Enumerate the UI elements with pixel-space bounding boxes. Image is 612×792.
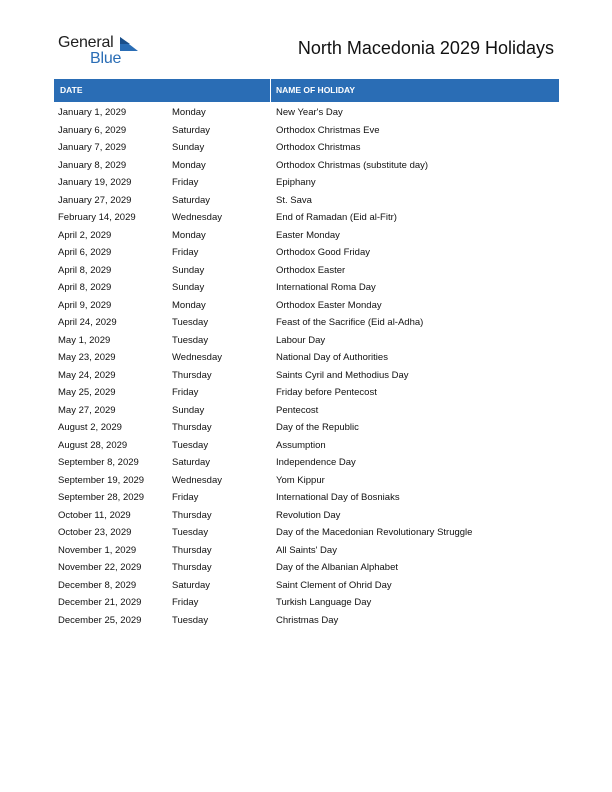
holiday-weekday: Tuesday xyxy=(172,439,209,451)
holiday-date: January 19, 2029 xyxy=(58,177,132,188)
holiday-date: September 28, 2029 xyxy=(58,492,145,503)
holiday-date: December 25, 2029 xyxy=(58,614,142,626)
holiday-weekday: Thursday xyxy=(172,544,212,556)
logo-text-general: General xyxy=(58,34,114,51)
holiday-weekday: Friday xyxy=(172,387,199,398)
table-row xyxy=(54,384,559,402)
holiday-name: Pentecost xyxy=(276,404,319,416)
holiday-date: January 7, 2029 xyxy=(58,142,127,153)
table-row xyxy=(54,437,559,455)
holiday-name: Independence Day xyxy=(276,457,356,468)
holiday-date: May 1, 2029 xyxy=(58,334,111,346)
holiday-date: May 25, 2029 xyxy=(58,387,116,398)
table-row xyxy=(54,419,559,437)
holiday-weekday: Saturday xyxy=(172,124,211,136)
holiday-weekday: Wednesday xyxy=(172,212,222,223)
holiday-weekday: Saturday xyxy=(172,457,211,468)
holiday-weekday: Friday xyxy=(172,177,199,188)
table-row xyxy=(54,209,559,227)
holiday-date: April 2, 2029 xyxy=(58,229,112,241)
holiday-date: April 6, 2029 xyxy=(58,247,112,258)
holiday-date: September 19, 2029 xyxy=(58,474,145,486)
table-row xyxy=(54,489,559,507)
table-row xyxy=(54,349,559,367)
holiday-weekday: Monday xyxy=(172,159,206,171)
holiday-date: November 22, 2029 xyxy=(58,562,142,573)
holiday-date: February 14, 2029 xyxy=(58,212,136,223)
table-row xyxy=(54,157,559,175)
holiday-weekday: Saturday xyxy=(172,194,211,206)
holiday-name: All Saints' Day xyxy=(276,544,337,556)
holiday-name: Orthodox Christmas Eve xyxy=(276,124,380,136)
holiday-name: Day of the Republic xyxy=(276,422,359,433)
table-row xyxy=(54,314,559,332)
holiday-date: April 8, 2029 xyxy=(58,264,112,276)
holiday-weekday: Friday xyxy=(172,492,199,503)
holiday-name: Christmas Day xyxy=(276,614,339,626)
holiday-weekday: Monday xyxy=(172,299,206,311)
table-row xyxy=(54,524,559,542)
holiday-weekday: Thursday xyxy=(172,562,212,573)
holiday-date: November 1, 2029 xyxy=(58,544,137,556)
table-row xyxy=(54,507,559,525)
holiday-name: Revolution Day xyxy=(276,509,341,521)
table-row xyxy=(54,227,559,245)
column-header-date: DATE xyxy=(60,85,83,95)
blue-flag-icon xyxy=(120,37,138,51)
holiday-date: May 23, 2029 xyxy=(58,352,116,363)
header-divider xyxy=(270,79,271,102)
holiday-weekday: Sunday xyxy=(172,264,205,276)
holiday-date: January 27, 2029 xyxy=(58,194,132,206)
holiday-name: New Year's Day xyxy=(276,107,343,118)
holiday-weekday: Saturday xyxy=(172,579,211,591)
holiday-name: National Day of Authorities xyxy=(276,352,388,363)
holiday-weekday: Thursday xyxy=(172,369,212,381)
holiday-weekday: Tuesday xyxy=(172,334,209,346)
table-row xyxy=(54,192,559,210)
holiday-name: Feast of the Sacrifice (Eid al-Adha) xyxy=(276,317,424,328)
holiday-weekday: Sunday xyxy=(172,404,205,416)
holiday-date: May 24, 2029 xyxy=(58,369,116,381)
holiday-weekday: Tuesday xyxy=(172,527,209,538)
table-row xyxy=(54,594,559,612)
holiday-date: April 24, 2029 xyxy=(58,317,117,328)
logo-text-blue: Blue xyxy=(90,50,122,67)
holiday-name: Easter Monday xyxy=(276,229,340,241)
holiday-weekday: Tuesday xyxy=(172,317,209,328)
holiday-name: Orthodox Easter xyxy=(276,264,346,276)
holiday-name: International Day of Bosniaks xyxy=(276,492,400,503)
holiday-name: Saint Clement of Ohrid Day xyxy=(276,579,392,591)
holiday-date: April 8, 2029 xyxy=(58,282,112,293)
holiday-name: St. Sava xyxy=(276,194,312,206)
holiday-date: January 6, 2029 xyxy=(58,124,127,136)
holiday-weekday: Thursday xyxy=(172,509,212,521)
holiday-weekday: Sunday xyxy=(172,282,205,293)
holiday-weekday: Thursday xyxy=(172,422,212,433)
holiday-weekday: Friday xyxy=(172,597,199,608)
table-row xyxy=(54,262,559,280)
table-row xyxy=(54,174,559,192)
holiday-name: Assumption xyxy=(276,439,326,451)
holiday-name: Friday before Pentecost xyxy=(276,387,377,398)
holiday-name: Epiphany xyxy=(276,177,316,188)
table-row xyxy=(54,244,559,262)
column-header-holiday-name: NAME OF HOLIDAY xyxy=(276,85,356,95)
holiday-weekday: Wednesday xyxy=(172,474,222,486)
holiday-date: May 27, 2029 xyxy=(58,404,116,416)
table-row xyxy=(54,472,559,490)
holiday-date: August 28, 2029 xyxy=(58,439,128,451)
table-row xyxy=(54,279,559,297)
holiday-date: January 8, 2029 xyxy=(58,159,127,171)
holiday-date: April 9, 2029 xyxy=(58,299,112,311)
table-row xyxy=(54,612,559,630)
table-row xyxy=(54,332,559,350)
table-row xyxy=(54,402,559,420)
holiday-name: Day of the Macedonian Revolutionary Struggle xyxy=(276,527,473,538)
table-row xyxy=(54,139,559,157)
holiday-name: Yom Kippur xyxy=(276,474,325,486)
holiday-name: Orthodox Good Friday xyxy=(276,247,370,258)
holiday-date: January 1, 2029 xyxy=(58,107,127,118)
holiday-name: Turkish Language Day xyxy=(276,597,372,608)
brand-logo xyxy=(58,34,148,70)
table-row xyxy=(54,104,559,122)
holiday-name: Day of the Albanian Alphabet xyxy=(276,562,399,573)
table-row xyxy=(54,122,559,140)
holiday-date: December 8, 2029 xyxy=(58,579,137,591)
holiday-date: October 23, 2029 xyxy=(58,527,132,538)
holiday-weekday: Monday xyxy=(172,229,206,241)
table-row xyxy=(54,454,559,472)
holiday-name: Saints Cyril and Methodius Day xyxy=(276,369,409,381)
table-header xyxy=(54,79,559,102)
holiday-name: Orthodox Easter Monday xyxy=(276,299,382,311)
holiday-table xyxy=(54,79,559,629)
holiday-weekday: Wednesday xyxy=(172,352,222,363)
table-body xyxy=(54,104,559,629)
page-title: North Macedonia 2029 Holidays xyxy=(297,38,554,58)
table-row xyxy=(54,367,559,385)
table-row xyxy=(54,559,559,577)
holiday-name: Labour Day xyxy=(276,334,326,346)
holiday-date: December 21, 2029 xyxy=(58,597,142,608)
holiday-weekday: Monday xyxy=(172,107,206,118)
holiday-name: Orthodox Christmas xyxy=(276,142,361,153)
holiday-date: September 8, 2029 xyxy=(58,457,139,468)
holiday-weekday: Sunday xyxy=(172,142,205,153)
table-row xyxy=(54,297,559,315)
table-row xyxy=(54,542,559,560)
holiday-weekday: Tuesday xyxy=(172,614,209,626)
holiday-date: October 11, 2029 xyxy=(58,509,131,521)
holiday-name: International Roma Day xyxy=(276,282,376,293)
holiday-date: August 2, 2029 xyxy=(58,422,122,433)
holiday-weekday: Friday xyxy=(172,247,199,258)
holiday-name: End of Ramadan (Eid al-Fitr) xyxy=(276,212,397,223)
table-row xyxy=(54,577,559,595)
holiday-name: Orthodox Christmas (substitute day) xyxy=(276,159,429,171)
